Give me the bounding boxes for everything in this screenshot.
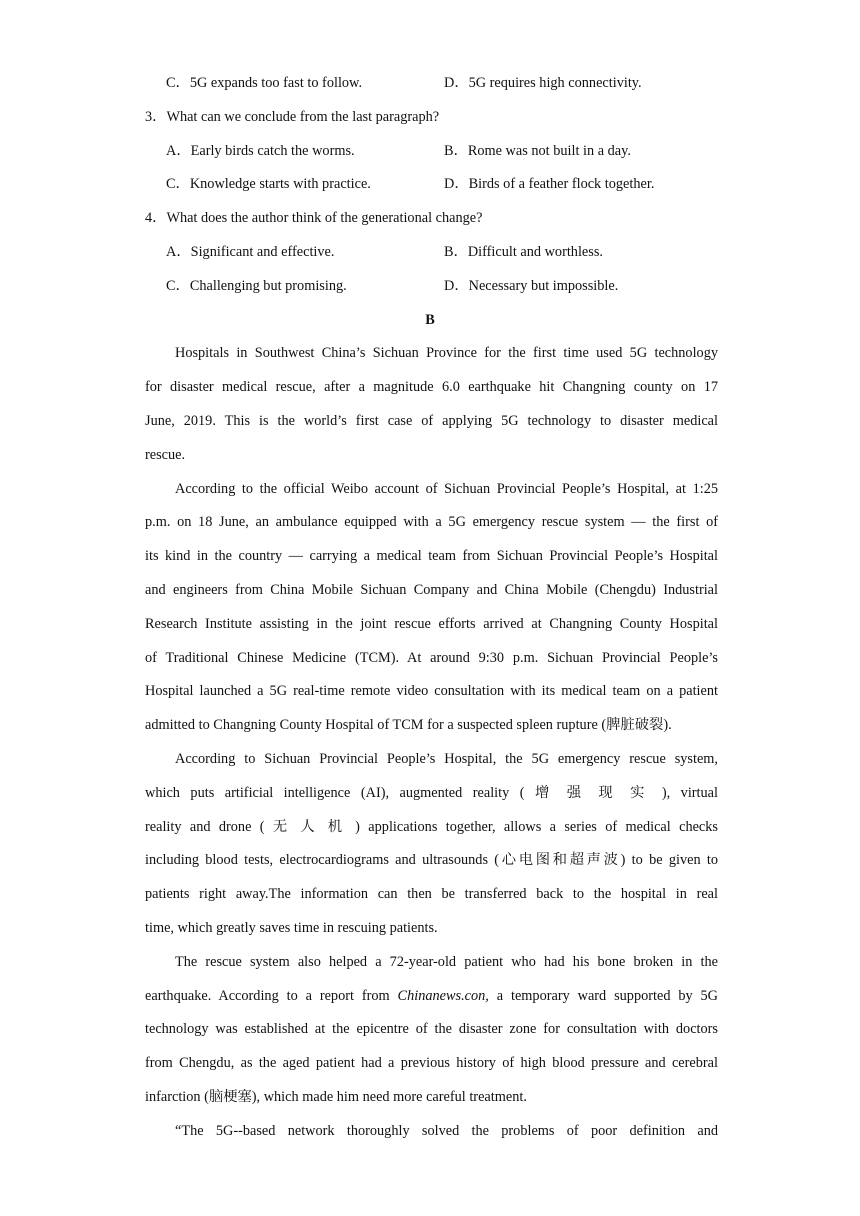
paragraph-line: According to the official Weibo account of Sichuan Provincial People’s Hospital, at 1:25 (175, 481, 718, 497)
paragraph-line: and engineers from China Mobile Sichuan Company and China Mobile (Chengdu) Industrial (145, 582, 718, 598)
paragraph-line: infarction (脑梗塞), which made him need more careful treatment. (145, 1089, 527, 1105)
paragraph-line: p.m. on 18 June, an ambulance equipped with a 5G emergency rescue system — the first of (145, 514, 718, 530)
paragraph-line: According to Sichuan Provincial People’s Hospital, the 5G emergency rescue system, (175, 751, 718, 767)
option-3c: C．Knowledge starts with practice. (166, 176, 371, 192)
paragraph-line: rescue. (145, 447, 186, 463)
source-name: Chinanews.con, (397, 988, 489, 1004)
option-4b: B．Difficult and worthless. (444, 244, 603, 260)
paragraph-line: patients right away.The information can then be transferred back to the hospital in real (145, 886, 718, 902)
paragraph-line: time, which greatly saves time in rescuing patients. (145, 920, 438, 936)
option-3d: D．Birds of a feather flock together. (444, 176, 655, 192)
paragraph-line: reality and drone ( 无 人 机 ) applications together, allows a series of medical checks (145, 819, 718, 835)
option-2c: C．5G expands too fast to follow. (166, 75, 363, 91)
paragraph-line: June, 2019. This is the world’s first case of applying 5G technology to disaster medical (145, 413, 718, 429)
option-3b: B．Rome was not built in a day. (444, 143, 631, 159)
paragraph-line-with-source (145, 986, 718, 1006)
paragraph-line: including blood tests, electrocardiograms and ultrasounds (心电图和超声波) to be given to (145, 852, 718, 868)
paragraph-line: for disaster medical rescue, after a magnitude 6.0 earthquake hit Changning county on 17 (145, 379, 718, 395)
paragraph-line: its kind in the country — carrying a medical team from Sichuan Provincial People’s Hospital (145, 548, 718, 564)
paragraph-line: from Chengdu, as the aged patient had a previous history of high blood pressure and cerebral (145, 1055, 718, 1071)
paragraph-line: “The 5G--based network thoroughly solved the problems of poor definition and (175, 1123, 718, 1139)
question-3-stem: 3．What can we conclude from the last paragraph? (145, 109, 440, 125)
option-4d: D．Necessary but impossible. (444, 278, 619, 294)
paragraph-line: The rescue system also helped a 72-year-old patient who had his bone broken in the (175, 954, 718, 970)
question-4-stem: 4．What does the author think of the generational change? (145, 210, 483, 226)
paragraph-line: Research Institute assisting in the joint rescue efforts arrived at Changning County Hospital (145, 616, 718, 632)
option-2d: D．5G requires high connectivity. (444, 75, 642, 91)
option-4a: A．Significant and effective. (166, 244, 335, 260)
paragraph-line: technology was established at the epicentre of the disaster zone for consultation with doctors (145, 1021, 718, 1037)
option-4c: C．Challenging but promising. (166, 278, 347, 294)
paragraph-line: Hospitals in Southwest China’s Sichuan Province for the first time used 5G technology (175, 345, 718, 361)
paragraph-line: which puts artificial intelligence (AI), augmented reality ( 增 强 现 实 ), virtual (145, 785, 718, 801)
text-segment: a temporary ward supported by 5G (488, 988, 718, 1004)
text-segment: earthquake. According to a report from (145, 988, 398, 1004)
paragraph-line: admitted to Changning County Hospital of TCM for a suspected spleen rupture (脾脏破裂). (145, 717, 672, 733)
section-heading: B (425, 312, 435, 328)
option-3a: A．Early birds catch the worms. (166, 143, 355, 159)
paragraph-line: of Traditional Chinese Medicine (TCM). At around 9:30 p.m. Sichuan Provincial People’s (145, 650, 718, 666)
paragraph-line: Hospital launched a 5G real-time remote video consultation with its medical team on a patient (145, 683, 718, 699)
